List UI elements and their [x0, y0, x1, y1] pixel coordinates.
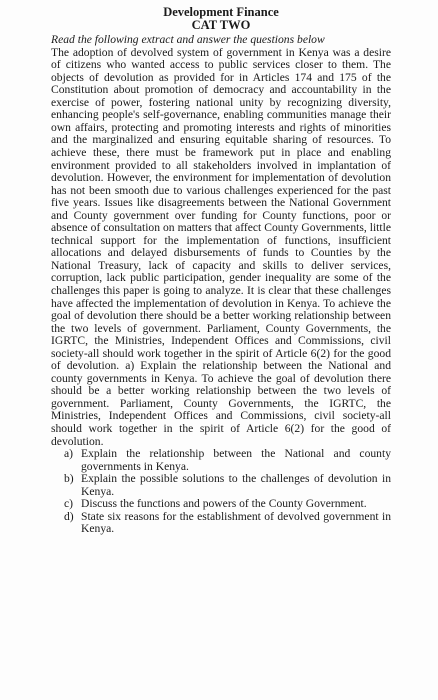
question-letter: a) — [64, 447, 74, 461]
document-subtitle: CAT TWO — [191, 18, 251, 32]
question-text: State six reasons for the establishment of devolved government in Kenya. — [81, 509, 391, 536]
extract-passage: The adoption of devolved system of government in Kenya was a desire of citizens who wanted access to public services closer to them. The objects of devolution as provided for in Articles 174 and 175 of the Constitution about promotion of democracy and accountability in the exercise of power, fostering national unity by recognizing diversity, enhancing people's self-governance, enabling communities manage their own affairs, protecting and promoting interests and rights of minorities and the marginalized and ensuring equitable sharing of resources. To achieve these, there must be framework put in place and enabling environment provided to all stakeholders involved in implantation of devolution. However, the environment for implementation of devolution has not been smooth due to various challenges experienced for the past five years. Issues like disagreements between the National Government and County government over funding for County functions, poor or absence of consultation on matters that affect County Governments, little technical support for the implementation of functions, insufficient allocations and delayed disbursements of funds to Counties by the National Treasury, lack of capacity and skills to deliver services, corruption, lack public participation, gender inequality are some of the challenges this paper is going to analyze. It is clear that these challenges have affected the implementation of devolution in Kenya. To achieve the goal of devolution there should be a better working relationship between the two levels of government. Parliament, County Governments, the IGRTC, the Ministries, Independent Offices and Commissions, civil society-all should work together in the spirit of Article 6(2) for the good of devolution. a) Explain the relationship between the National and county governments in Kenya. To achieve the goal of devolution there should be a better working relationship between the two levels of government. Parliament, County Governments, the IGRTC, the Ministries, Independent Offices and Commissions, civil society-all should work together in the spirit of Article 6(2) for the good of devolution. — [51, 45, 391, 448]
question-text: Explain the possible solutions to the challenges of devolution in Kenya. — [81, 472, 391, 498]
question-item — [64, 473, 391, 498]
question-item — [64, 511, 391, 536]
document-title: Development Finance — [163, 5, 279, 19]
question-letter: c) — [64, 497, 74, 511]
instruction-text: Read the following extract and answer the questions below — [51, 33, 325, 46]
question-letter: d) — [64, 509, 74, 523]
question-list — [51, 448, 391, 536]
question-item — [64, 498, 391, 511]
question-text: Explain the relationship between the National and county governments in Kenya. — [81, 447, 391, 473]
question-item — [64, 448, 391, 473]
question-letter: b) — [64, 472, 74, 486]
question-text: Discuss the functions and powers of the County Government. — [81, 497, 367, 511]
